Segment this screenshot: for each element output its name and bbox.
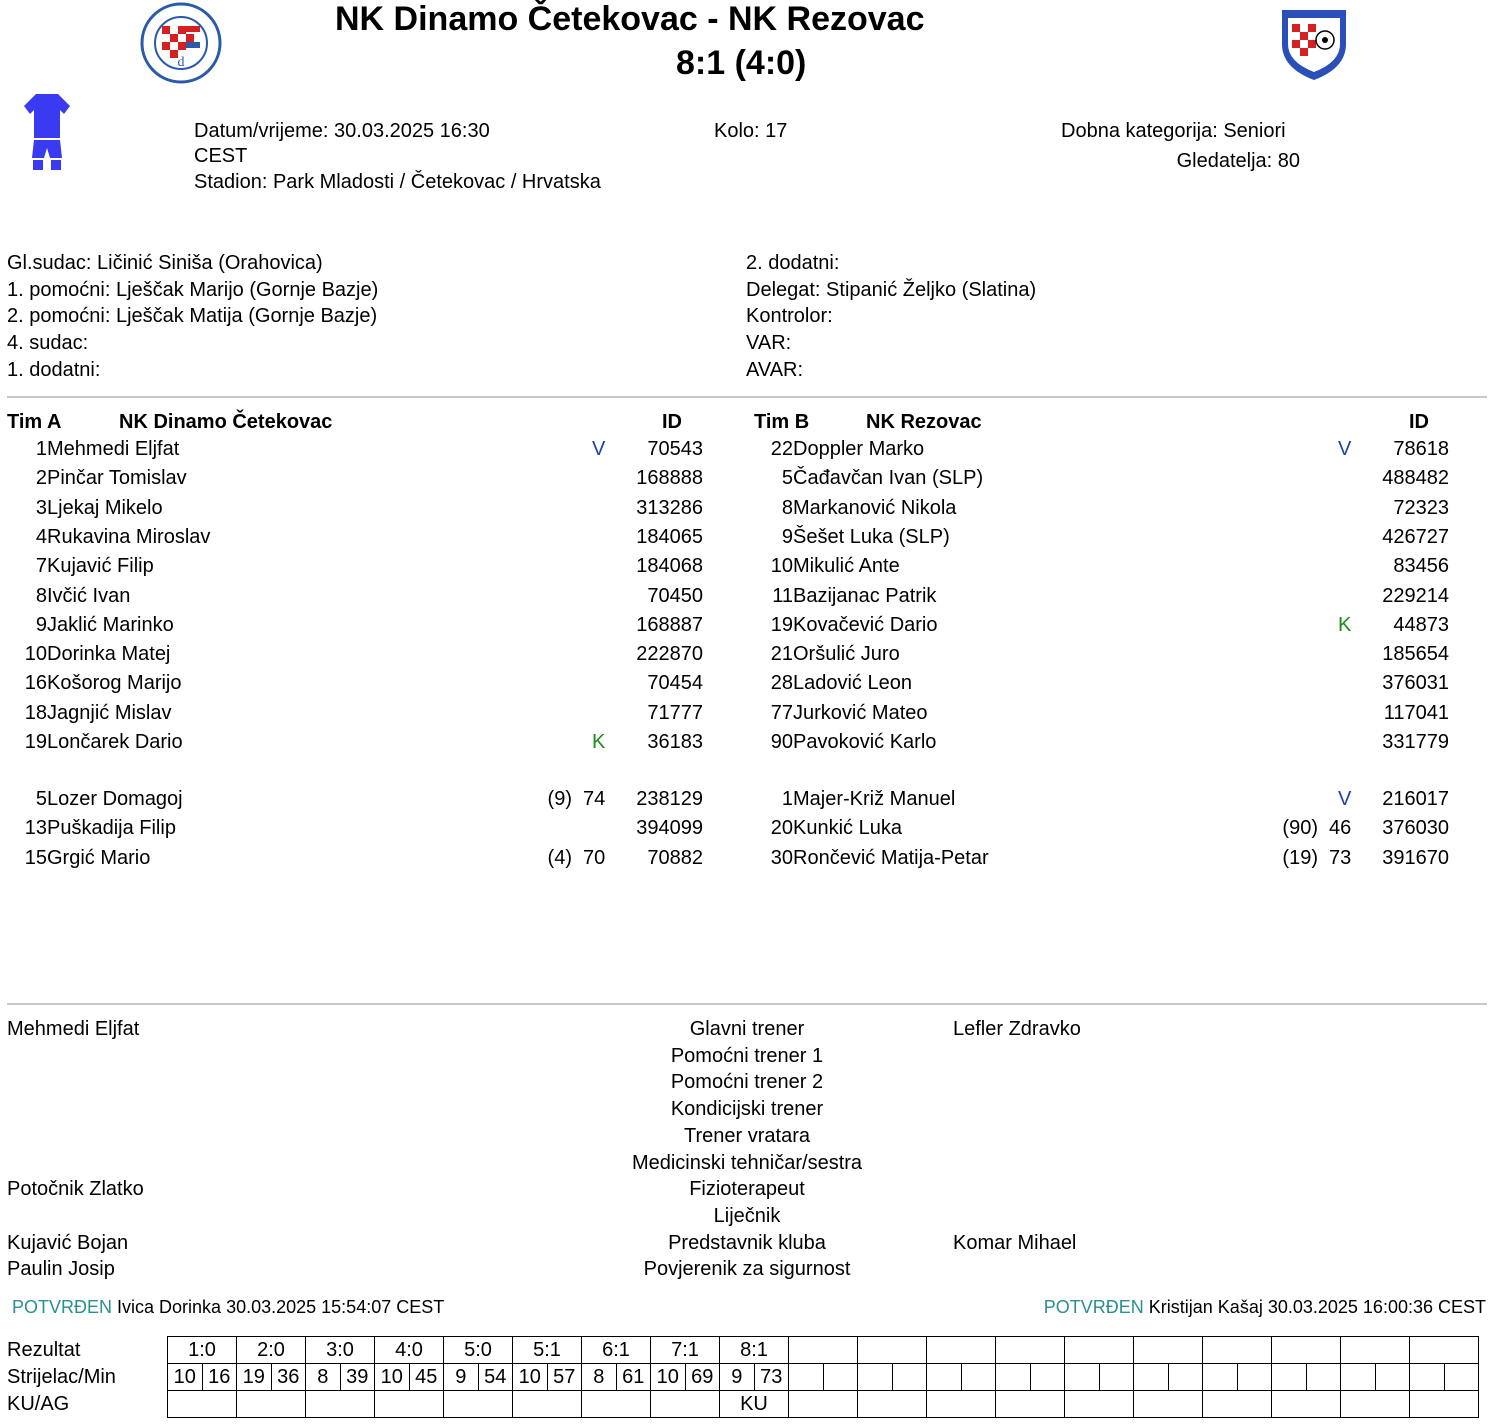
player-row <box>7 526 747 555</box>
goal-minute-cell: 57 <box>547 1364 582 1391</box>
score-result-cell <box>789 1337 858 1364</box>
ku-ag-cell <box>1203 1391 1272 1418</box>
player-name: Pinčar Tomislav <box>47 467 187 490</box>
player-number: 19 <box>24 731 47 753</box>
player-id: 488482 <box>1382 467 1449 490</box>
officials-right <box>746 250 1036 384</box>
player-row <box>7 731 747 760</box>
staff-role: Pomoćni trener 2 <box>670 1071 824 1094</box>
score-table <box>7 1336 1479 1418</box>
team-a-name: NK Dinamo Četekovac <box>119 411 333 433</box>
score-row-label: KU/AG <box>7 1392 70 1415</box>
player-number: 1 <box>781 788 793 810</box>
player-name: Mehmedi Eljfat <box>47 438 180 460</box>
ku-ag-cell <box>1410 1391 1479 1418</box>
player-row <box>753 467 1493 496</box>
player-name: Majer-Križ Manuel <box>793 788 956 810</box>
scorer-number-cell <box>858 1364 893 1391</box>
player-name: Jagnjić Mislav <box>47 701 172 724</box>
ku-ag-cell <box>582 1391 651 1418</box>
ku-ag-cell <box>306 1391 375 1418</box>
team-a-label: Tim A <box>7 411 62 433</box>
player-id: 376031 <box>1382 672 1449 695</box>
team-a-id-header: ID <box>662 411 682 433</box>
player-row <box>7 585 747 614</box>
staff-role: Trener vratara <box>684 1124 810 1147</box>
staff-role: Kondicijski trener <box>670 1098 824 1121</box>
official-line: 4. sudac: <box>7 332 89 355</box>
player-id: 184068 <box>636 555 703 578</box>
away-staff-member: Lefler Zdravko <box>953 1018 1081 1040</box>
ku-ag-cell <box>1065 1391 1134 1418</box>
ku-ag-cell <box>444 1391 513 1418</box>
scorer-number-cell: 19 <box>237 1364 272 1391</box>
scorer-number-cell <box>1203 1364 1238 1391</box>
player-number: 30 <box>770 846 793 869</box>
player-row <box>7 672 747 701</box>
player-row <box>7 438 747 467</box>
home-staff-member: Kujavić Bojan <box>7 1231 129 1254</box>
player-name: Lozer Domagoj <box>47 788 183 810</box>
ku-ag-cell: KU <box>720 1391 789 1418</box>
score-result-cell: 3:0 <box>306 1337 375 1364</box>
player-id: 238129 <box>636 788 703 810</box>
scorer-number-cell <box>789 1364 824 1391</box>
player-row <box>753 526 1493 555</box>
kit-icon <box>22 92 72 172</box>
ku-ag-cell <box>858 1391 927 1418</box>
substitute-row <box>753 847 1493 876</box>
scorer-number-cell <box>927 1364 962 1391</box>
player-name: Kunkić Luka <box>793 817 902 840</box>
player-number: 19 <box>770 613 793 636</box>
staff-role: Fizioterapeut <box>689 1178 805 1201</box>
confirmation-left <box>12 1297 444 1318</box>
player-id: 331779 <box>1382 731 1449 753</box>
player-name: Jaklić Marinko <box>47 613 174 636</box>
score-result-cell <box>1065 1337 1134 1364</box>
player-number: 3 <box>35 496 47 519</box>
official-line: 2. pomoćni: Lješčak Matija (Gornje Bazje) <box>7 305 378 328</box>
player-name: Grgić Mario <box>47 846 151 869</box>
scorer-number-cell: 10 <box>375 1364 410 1391</box>
staff-role: Pomoćni trener 1 <box>670 1044 824 1067</box>
player-row <box>7 643 747 672</box>
ku-ag-cell <box>1272 1391 1341 1418</box>
player-name: Rončević Matija-Petar <box>793 846 989 869</box>
scorer-number-cell: 10 <box>168 1364 203 1391</box>
officials-left <box>7 250 378 384</box>
staff-role: Predstavnik kluba <box>668 1231 826 1254</box>
official-line: AVAR: <box>746 358 804 381</box>
staff-role: Glavni trener <box>689 1018 805 1040</box>
player-id: 216017 <box>1382 788 1449 810</box>
goal-minute-cell <box>1375 1364 1410 1391</box>
ku-ag-cell <box>513 1391 582 1418</box>
goal-minute-cell <box>892 1364 927 1391</box>
score-result-cell <box>996 1337 1065 1364</box>
score-result-cell <box>927 1337 996 1364</box>
substitution-minute: 70 <box>583 846 606 869</box>
player-number: 16 <box>24 672 47 695</box>
goal-minute-cell <box>1237 1364 1272 1391</box>
player-number: 9 <box>35 613 47 636</box>
score-result-cell: 5:0 <box>444 1337 513 1364</box>
player-name: Šešet Luka (SLP) <box>793 525 950 548</box>
player-name: Bazijanac Patrik <box>793 584 937 607</box>
score-result-cell <box>1203 1337 1272 1364</box>
player-number: 90 <box>770 731 793 753</box>
player-row <box>753 672 1493 701</box>
player-number: 15 <box>24 846 47 869</box>
official-line: 2. dodatni: <box>746 252 840 274</box>
player-number: 2 <box>35 467 47 490</box>
player-row <box>753 497 1493 526</box>
score-result-cell: 5:1 <box>513 1337 582 1364</box>
scorer-number-cell <box>1134 1364 1169 1391</box>
player-id: 391670 <box>1382 846 1449 869</box>
home-staff-member: Potočnik Zlatko <box>7 1178 144 1201</box>
player-number: 77 <box>770 701 793 724</box>
match-title: NK Dinamo Četekovac - NK Rezovac <box>335 0 925 38</box>
goal-minute-cell: 73 <box>754 1364 789 1391</box>
player-number: 5 <box>35 788 47 810</box>
player-name: Pavoković Karlo <box>793 731 937 753</box>
player-row <box>753 614 1493 643</box>
goal-minute-cell: 36 <box>271 1364 306 1391</box>
player-id: 394099 <box>636 817 703 840</box>
substituted-for: (19) <box>1282 846 1318 869</box>
confirmed-text: Ivica Dorinka 30.03.2025 15:54:07 CEST <box>117 1297 445 1317</box>
player-name: Ljekaj Mikelo <box>47 496 163 519</box>
ku-ag-cell <box>375 1391 444 1418</box>
team-b-name: NK Rezovac <box>866 411 982 433</box>
player-name: Kovačević Dario <box>793 613 938 636</box>
player-id: 71777 <box>647 701 703 724</box>
player-number: 8 <box>35 584 47 607</box>
player-number: 4 <box>35 525 47 548</box>
player-name: Košorog Marijo <box>47 672 182 695</box>
scorer-number-cell: 10 <box>651 1364 686 1391</box>
staff-role: Povjerenik za sigurnost <box>643 1258 851 1281</box>
substitute-row <box>7 817 747 846</box>
substitution-minute: 46 <box>1329 817 1352 840</box>
player-name: Mikulić Ante <box>793 555 900 578</box>
player-name: Jurković Mateo <box>793 701 928 724</box>
score-result-cell: 4:0 <box>375 1337 444 1364</box>
substituted-for: (90) <box>1282 817 1318 840</box>
player-name: Lončarek Dario <box>47 731 183 753</box>
divider <box>7 1003 1487 1005</box>
score-result-cell: 6:1 <box>582 1337 651 1364</box>
player-row <box>753 731 1493 760</box>
confirmation-right <box>1044 1297 1486 1318</box>
player-id: 70454 <box>647 672 703 695</box>
ku-ag-cell <box>1134 1391 1203 1418</box>
confirmed-status: POTVRĐEN <box>1043 1297 1144 1317</box>
match-round: Kolo: 17 <box>714 120 788 142</box>
score-result-cell <box>1272 1337 1341 1364</box>
player-number: 18 <box>24 701 47 724</box>
official-line: Kontrolor: <box>746 305 833 328</box>
score-result-cell: 1:0 <box>168 1337 237 1364</box>
player-id: 44873 <box>1393 613 1449 636</box>
score-row-label: Rezultat <box>7 1338 81 1361</box>
score-row-label: Strijelac/Min <box>7 1365 116 1388</box>
goal-minute-cell <box>1306 1364 1341 1391</box>
ku-ag-cell <box>651 1391 720 1418</box>
goal-minute-cell: 69 <box>685 1364 720 1391</box>
score-result-cell: 2:0 <box>237 1337 306 1364</box>
home-staff-member: Mehmedi Eljfat <box>7 1018 140 1040</box>
player-name: Čađavčan Ivan (SLP) <box>793 467 984 490</box>
staff-role: Liječnik <box>713 1204 781 1227</box>
player-name: Kujavić Filip <box>47 555 154 578</box>
confirmed-text: Kristijan Kašaj 30.03.2025 16:00:36 CEST <box>1148 1297 1486 1317</box>
ku-ag-cell <box>168 1391 237 1418</box>
ku-ag-cell <box>927 1391 996 1418</box>
goal-minute-cell <box>1099 1364 1134 1391</box>
score-result-cell <box>1341 1337 1410 1364</box>
player-id: 184065 <box>636 525 703 548</box>
player-row <box>7 497 747 526</box>
player-id: 36183 <box>647 731 703 753</box>
player-id: 72323 <box>1393 496 1449 519</box>
substitute-row <box>7 788 747 817</box>
goal-minute-cell: 54 <box>478 1364 513 1391</box>
goal-minute-cell <box>961 1364 996 1391</box>
player-id: 70882 <box>647 846 703 869</box>
player-role-mark: K <box>592 731 606 753</box>
scorer-number-cell: 8 <box>582 1364 617 1391</box>
player-number: 10 <box>24 643 47 666</box>
player-row <box>7 702 747 731</box>
away-logo <box>1278 4 1350 82</box>
ku-ag-cell <box>789 1391 858 1418</box>
player-role-mark: V <box>592 438 606 460</box>
substitution-minute: 74 <box>583 788 606 810</box>
scorer-number-cell: 9 <box>444 1364 479 1391</box>
official-line: Gl.sudac: Ličinić Siniša (Orahovica) <box>7 252 323 274</box>
player-id: 376030 <box>1382 817 1449 840</box>
score-result-cell <box>1134 1337 1203 1364</box>
player-id: 185654 <box>1382 643 1449 666</box>
match-timezone: CEST <box>194 145 248 167</box>
match-score: 8:1 (4:0) <box>676 44 807 82</box>
official-line: 1. pomoćni: Lješčak Marijo (Gornje Bazje) <box>7 278 379 301</box>
player-row <box>753 643 1493 672</box>
scorer-number-cell: 9 <box>720 1364 755 1391</box>
confirmed-status: POTVRĐEN <box>12 1297 113 1317</box>
player-row <box>7 555 747 584</box>
player-role-mark: K <box>1338 613 1352 636</box>
player-id: 313286 <box>636 496 703 519</box>
scorer-number-cell <box>1272 1364 1307 1391</box>
goal-minute-cell: 45 <box>409 1364 444 1391</box>
player-number: 9 <box>781 525 793 548</box>
scorer-number-cell <box>1065 1364 1100 1391</box>
ku-ag-cell <box>996 1391 1065 1418</box>
score-result-cell: 8:1 <box>720 1337 789 1364</box>
away-staff-member: Komar Mihael <box>953 1231 1077 1254</box>
staff-role: Medicinski tehničar/sestra <box>631 1151 863 1174</box>
player-id: 426727 <box>1382 525 1449 548</box>
spectators: Gledatelja: 80 <box>1176 150 1300 172</box>
goal-minute-cell: 39 <box>340 1364 375 1391</box>
player-id: 229214 <box>1382 584 1449 607</box>
player-number: 20 <box>770 817 793 840</box>
match-datetime: Datum/vrijeme: 30.03.2025 16:30 <box>194 120 490 142</box>
scorer-number-cell: 10 <box>513 1364 548 1391</box>
score-result-cell: 7:1 <box>651 1337 720 1364</box>
player-role-mark: V <box>1338 438 1352 460</box>
goal-minute-cell: 61 <box>616 1364 651 1391</box>
scorer-number-cell <box>996 1364 1031 1391</box>
player-id: 70543 <box>647 438 703 460</box>
ku-ag-cell <box>237 1391 306 1418</box>
player-row <box>753 585 1493 614</box>
substitute-row <box>753 817 1493 846</box>
player-name: Dorinka Matej <box>47 643 171 666</box>
team-b-id-header: ID <box>1409 411 1429 433</box>
official-line: VAR: <box>746 332 792 355</box>
official-line: Delegat: Stipanić Željko (Slatina) <box>746 278 1037 301</box>
goal-minute-cell <box>1030 1364 1065 1391</box>
home-staff-member: Paulin Josip <box>7 1258 115 1281</box>
substituted-for: (4) <box>547 846 572 869</box>
scorer-number-cell <box>1341 1364 1376 1391</box>
substitution-minute: 73 <box>1329 846 1352 869</box>
player-name: Rukavina Miroslav <box>47 525 211 548</box>
substitute-row <box>7 847 747 876</box>
player-id: 117041 <box>1383 701 1449 724</box>
goal-minute-cell <box>1444 1364 1479 1391</box>
player-number: 21 <box>770 643 793 666</box>
substitute-row <box>753 788 1493 817</box>
substituted-for: (9) <box>547 788 572 810</box>
player-row <box>7 467 747 496</box>
player-id: 83456 <box>1393 555 1449 578</box>
player-name: Markanović Nikola <box>793 496 957 519</box>
score-result-cell <box>1410 1337 1479 1364</box>
player-number: 1 <box>35 438 47 460</box>
player-number: 22 <box>770 438 793 460</box>
player-number: 13 <box>24 817 47 840</box>
home-logo <box>140 2 222 84</box>
player-role-mark: V <box>1338 788 1352 810</box>
scorer-number-cell: 8 <box>306 1364 341 1391</box>
goal-minute-cell <box>823 1364 858 1391</box>
player-id: 168887 <box>636 613 703 636</box>
player-row <box>753 702 1493 731</box>
player-number: 10 <box>770 555 793 578</box>
player-row <box>753 438 1493 467</box>
player-name: Doppler Marko <box>793 438 925 460</box>
score-result-cell <box>858 1337 927 1364</box>
match-stadium: Stadion: Park Mladosti / Četekovac / Hrvatska <box>194 171 601 193</box>
player-number: 8 <box>781 496 793 519</box>
player-id: 222870 <box>636 643 703 666</box>
player-name: Puškadija Filip <box>47 817 176 840</box>
player-id: 78618 <box>1393 438 1449 460</box>
player-name: Ladović Leon <box>793 672 912 695</box>
goal-minute-cell: 16 <box>202 1364 237 1391</box>
team-b-label: Tim B <box>754 411 810 433</box>
player-row <box>7 614 747 643</box>
player-id: 70450 <box>647 584 703 607</box>
player-number: 5 <box>781 467 793 490</box>
player-name: Oršulić Juro <box>793 643 900 666</box>
player-number: 7 <box>35 555 47 578</box>
age-category: Dobna kategorija: Seniori <box>1061 120 1286 142</box>
divider <box>7 396 1487 398</box>
player-row <box>753 555 1493 584</box>
player-name: Ivčić Ivan <box>47 584 131 607</box>
ku-ag-cell <box>1341 1391 1410 1418</box>
player-number: 11 <box>772 584 793 607</box>
official-line: 1. dodatni: <box>7 358 101 381</box>
goal-minute-cell <box>1168 1364 1203 1391</box>
player-number: 28 <box>770 672 793 695</box>
svg-text:d: d <box>177 55 185 70</box>
scorer-number-cell <box>1410 1364 1445 1391</box>
player-id: 168888 <box>636 467 703 490</box>
